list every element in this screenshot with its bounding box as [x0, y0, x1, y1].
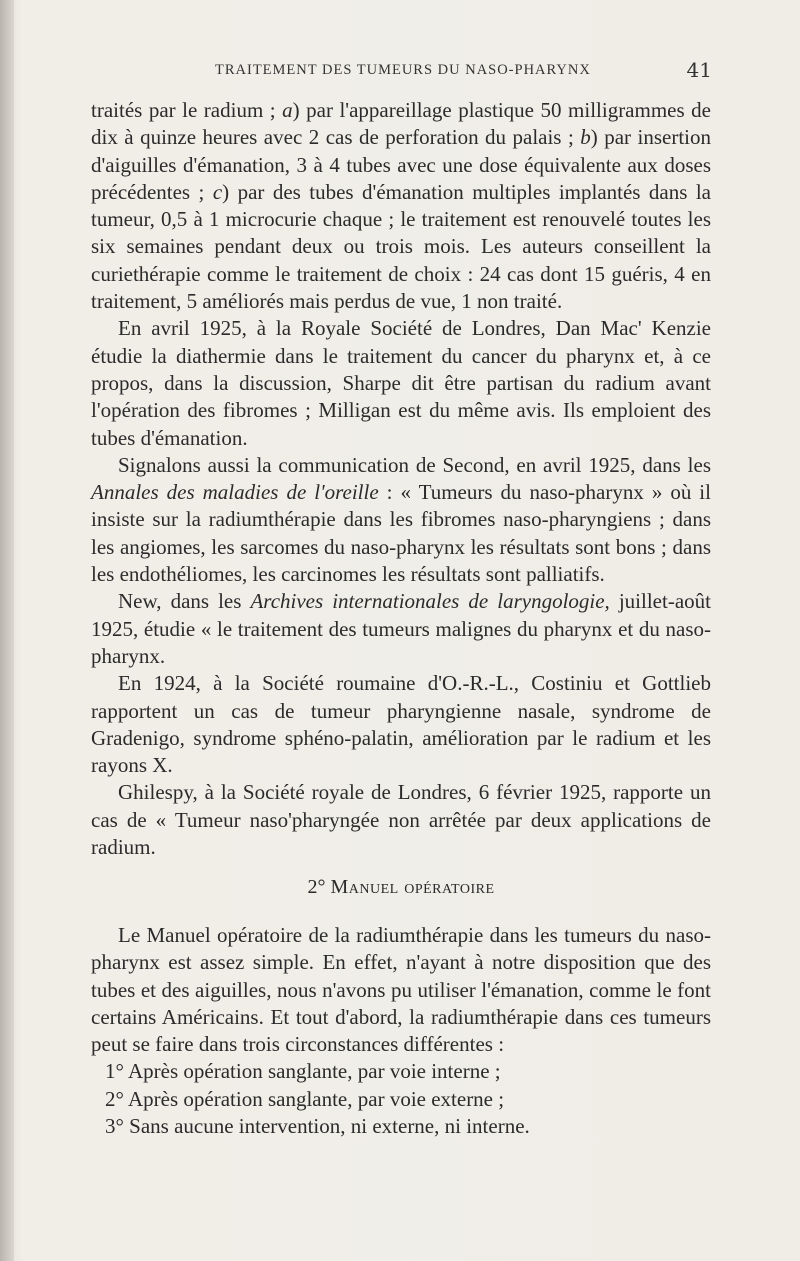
section-title: Manuel opératoire	[330, 876, 495, 898]
section-heading	[91, 876, 711, 899]
text-run: : « Tumeurs du naso-pharynx » où il insiste sur la radiumthérapie dans les fibromes naso-pharyngiens ; dans les angiomes, les sarcomes du naso-pharynx les résultats sont bons ; dans les endothéliomes, les carcinomes les résultats sont palliatifs.	[91, 480, 711, 587]
text-run: traités par le radium ;	[91, 98, 283, 122]
journal-title: Annales des maladies de l'oreille	[91, 480, 379, 505]
text-run: ) par des tubes d'émanation multiples implantés dans la tumeur, 0,5 à 1 microcurie chaque ; le traitement est renouvelé toutes les six semaines pendant deux ou trois mois. Les auteurs conseillent la curiethérapie comme le traitement de choix : 24 cas dont 15 guéris, 4 en traitement, 5 améliorés mais perdus de vue, 1 non traité.	[91, 179, 711, 314]
section-number: 2°	[307, 876, 326, 898]
text-run: New, dans les	[118, 589, 251, 614]
running-title: TRAITEMENT DES TUMEURS DU NASO-PHARYNX	[215, 62, 591, 78]
paragraph-5: En 1924, à la Société roumaine d'O.-R.-L., Costiniu et Gottlieb rapportent un cas de tumeur pharyngienne nasale, syndrome de Gradenigo, syndrome sphéno-palatin, amélioration par le radium et les rayons X.	[91, 671, 711, 778]
paragraph-2: En avril 1925, à la Royale Société de Londres, Dan Mac' Kenzie étudie la diathermie dans le traitement du cancer du pharynx et, à ce propos, dans la discussion, Sharpe dit être partisan du radium avant l'opération des fibromes ; Milligan est du même avis. Ils emploient des tubes d'émanation.	[91, 316, 711, 450]
list-item: 1° Après opération sanglante, par voie interne ;	[105, 1059, 501, 1084]
text-run: Signalons aussi la communication de Second, en avril 1925, dans les	[118, 452, 711, 477]
enum-marker: c	[212, 179, 223, 204]
enum-marker: b	[580, 125, 591, 150]
section-text	[91, 922, 711, 1140]
paragraph-6: Ghilespy, à la Société royale de Londres, 6 février 1925, rapporte un cas de « Tumeur naso'pharyngée non arrêtée par deux applications de radium.	[91, 780, 711, 860]
page-number: 41	[686, 58, 712, 82]
text-run: ) par insertion d'aiguilles d'émanation, 3 à 4 tubes avec une dose équivalente aux doses précédentes ;	[91, 125, 711, 204]
main-text	[91, 97, 711, 861]
journal-title: Archives internationales de laryngologie,	[250, 589, 610, 614]
list-item: 2° Après opération sanglante, par voie externe ;	[105, 1086, 505, 1111]
book-spine-shadow	[0, 0, 14, 1261]
enum-marker: a	[282, 98, 293, 122]
text-run: ) par l'appareillage plastique 50 milligrammes de dix à quinze heures avec 2 cas de perforation du palais ;	[91, 98, 711, 150]
list-item: 3° Sans aucune intervention, ni externe, ni interne.	[105, 1114, 530, 1139]
paragraph-3	[91, 452, 711, 588]
section-paragraph-1: Le Manuel opératoire de la radiumthérapie dans les tumeurs du naso-pharynx est assez simple. En effet, n'ayant à notre disposition que des tubes et des aiguilles, nous n'avons pu utiliser l'émanation, comme le font certains Américains. Et tout d'abord, la radiumthérapie dans ces tumeurs peut se faire dans trois circonstances différentes :	[91, 923, 711, 1057]
text-run: juillet-août 1925, étudie « le traitement des tumeurs malignes du pharynx et du naso-pharynx.	[91, 589, 711, 668]
running-header	[90, 58, 712, 84]
paragraph-4	[91, 588, 711, 670]
paragraph-1	[91, 97, 711, 315]
